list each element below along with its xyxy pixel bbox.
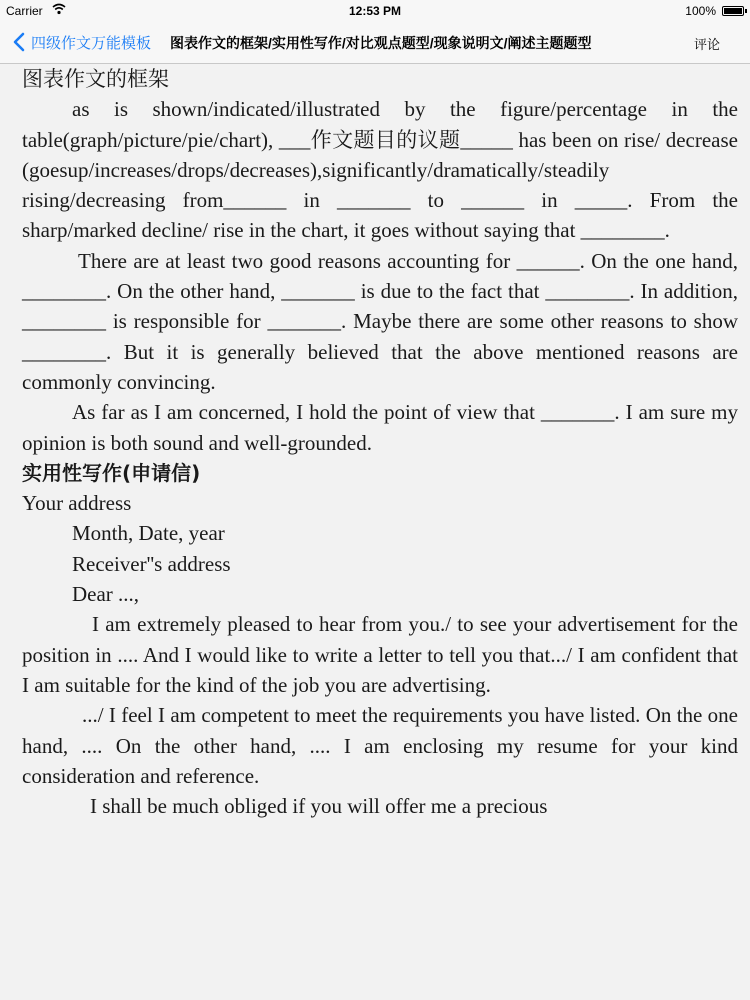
comment-button[interactable]: 评论 — [693, 37, 720, 52]
paragraph-letter-closing: I shall be much obliged if you will offer me a precious — [90, 794, 548, 819]
paragraph-letter-body: .../ I feel I am competent to meet the requirements you have listed. On the one hand, .... On the other hand, .... I am enclosing my resume for your kind consideration and reference. — [22, 703, 738, 788]
paragraph-chart-description: as is shown/indicated/illustrated by the figure/percentage in the table(graph/picture/pie/chart), ___作文题目的议题_____ has been on rise/ decrease (goesup/increases/drops/decreases),significantly/dramatically/steadily rising/decreasing from______ in _______ to ______ in _____. From the sharp/marked decline/ rise in the chart, it goes without saying that ________. — [22, 97, 738, 243]
paragraph-reasons: There are at least two good reasons accounting for ______. On the one hand, ________. On the other hand, _______ is due to the fact that ________. In addition, ________ is responsible for _______. Maybe there are some other reasons to show ________. But it is generally believed that the above mentioned reasons are commonly convincing. — [22, 248, 738, 394]
battery-percent: 100% — [685, 4, 716, 18]
paragraph-opinion: As far as I am concerned, I hold the point of view that _______. I am sure my opinion is both sound and well-grounded. — [22, 400, 738, 455]
section-heading-chart-essay: 图表作文的框架 — [22, 67, 169, 91]
navigation-bar — [0, 22, 750, 64]
clock: 12:53 PM — [348, 4, 402, 18]
battery-fill — [724, 8, 742, 14]
letter-address-line: Your address — [22, 491, 132, 516]
article-body — [22, 64, 738, 821]
paragraph-letter-opening: I am extremely pleased to hear from you./ to see your advertisement for the position in .... And I would like to write a letter to tell you that.../ I am confident that I am suitable for the kind of the job you are advertising. — [22, 612, 738, 697]
article-view[interactable] — [0, 64, 750, 1000]
battery-icon — [722, 6, 744, 16]
section-heading-application-letter: 实用性写作(申请信) — [22, 460, 201, 485]
letter-salutation: Dear ..., — [72, 582, 140, 607]
back-button[interactable] — [10, 31, 151, 53]
carrier-label: Carrier — [6, 4, 43, 18]
status-bar — [0, 0, 750, 22]
letter-receiver-line: Receiver''s address — [72, 551, 231, 576]
page-title: 图表作文的框架/实用性写作/对比观点题型/现象说明文/阐述主题题型 — [170, 35, 592, 51]
back-button-label: 四级作文万能模板 — [31, 34, 152, 52]
letter-date-line: Month, Date, year — [72, 521, 225, 546]
chevron-left-icon — [10, 31, 30, 53]
